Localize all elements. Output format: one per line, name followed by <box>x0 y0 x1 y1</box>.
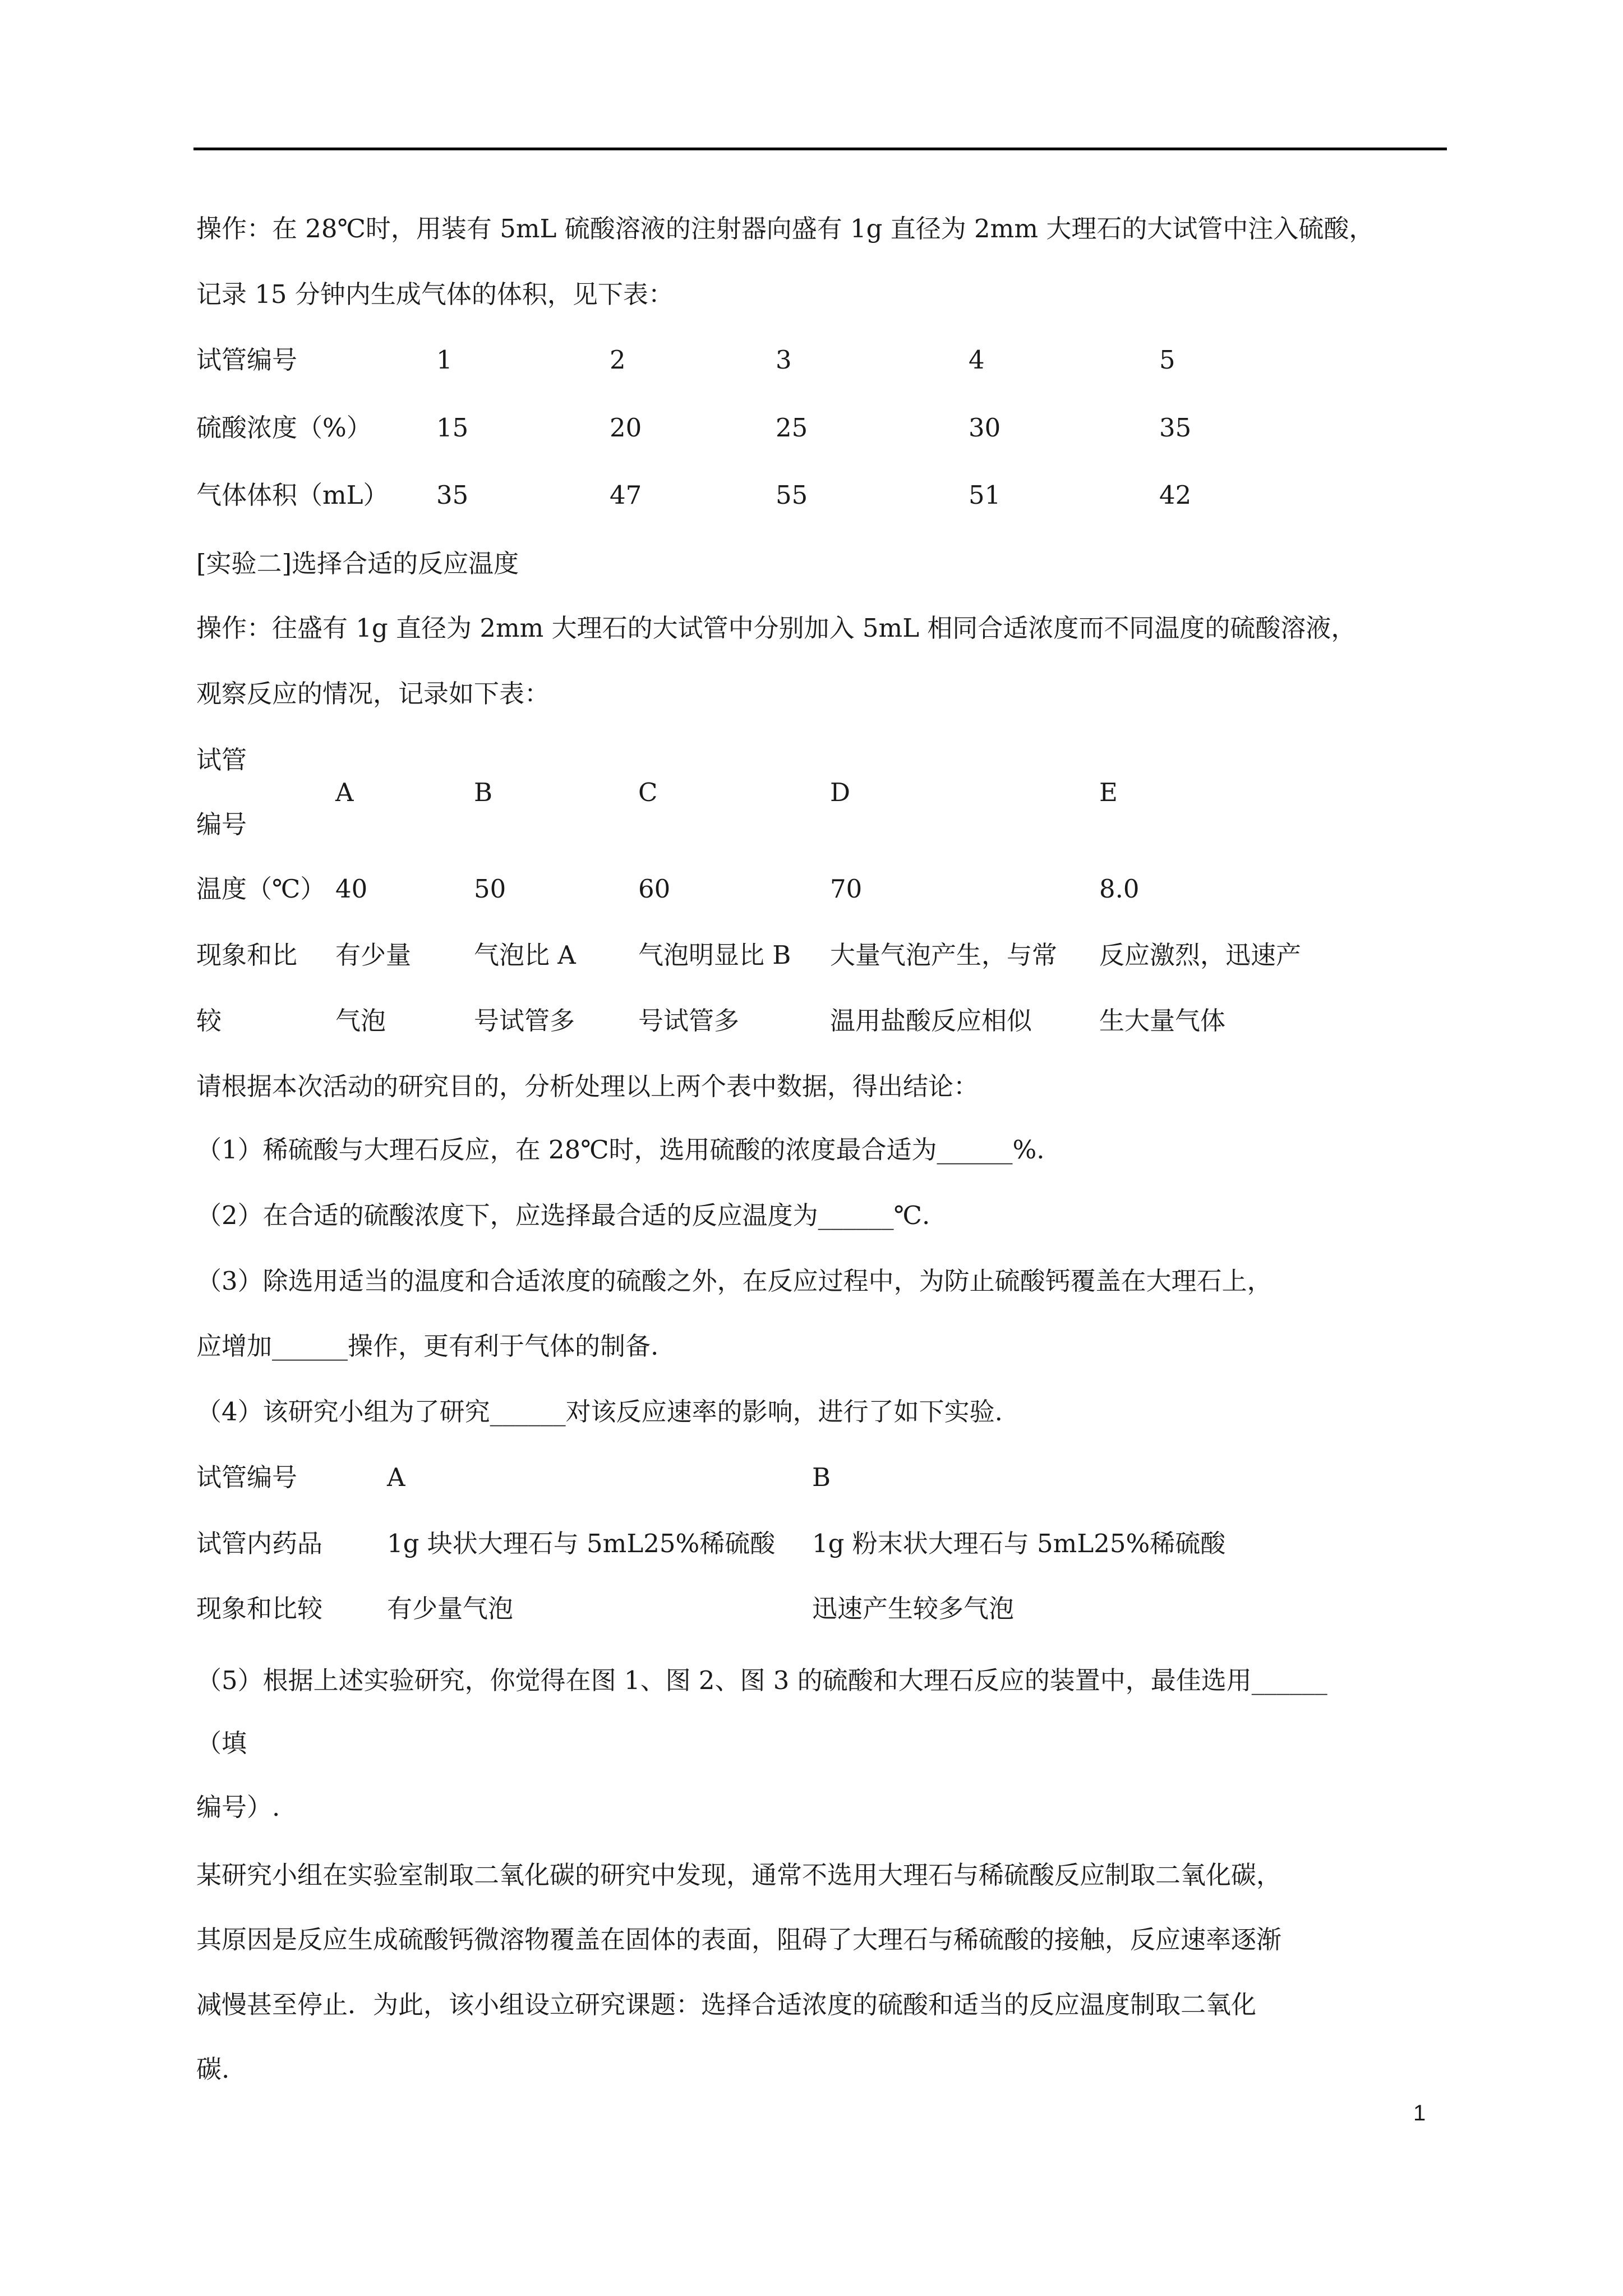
table-cell: 3 <box>776 345 792 375</box>
experiment-2-op-line-1: 操作：往盛有 1g 直径为 2mm 大理石的大试管中分别加入 5mL 相同合适浓度而不同温度的硫酸溶液， <box>196 613 1357 643</box>
experiment-2-title: [实验二]选择合适的反应温度 <box>196 549 519 578</box>
table-cell: 现象和比 <box>196 940 298 970</box>
background-line-2: 其原因是反应生成硫酸钙微溶物覆盖在固体的表面，阻碍了大理石与稀硫酸的接触，反应速率逐渐 <box>196 1925 1282 1954</box>
table-cell: 42 <box>1159 480 1192 510</box>
table-cell: 40 <box>335 874 368 904</box>
table-cell: 试管编号 <box>196 1462 298 1492</box>
table-cell: 试管内药品 <box>196 1529 323 1558</box>
table-cell: C <box>638 777 658 807</box>
question-4: （4）该研究小组为了研究______对该反应速率的影响，进行了如下实验. <box>196 1397 1003 1427</box>
table-cell: 有少量气泡 <box>387 1594 514 1623</box>
table-cell: A <box>387 1462 405 1492</box>
table-cell: E <box>1099 777 1118 807</box>
question-5-line-3: 编号）. <box>196 1792 280 1822</box>
table-cell: A <box>335 777 354 807</box>
table-cell: 试管编号 <box>196 345 298 375</box>
table-cell: 现象和比较 <box>196 1594 323 1623</box>
table-cell: 生大量气体 <box>1099 1006 1226 1036</box>
intro-line-1: 操作：在 28℃时，用装有 5mL 硫酸溶液的注射器向盛有 1g 直径为 2mm 大理石的大试管中注入硫酸， <box>196 214 1375 243</box>
table-cell: 1g 块状大理石与 5mL25%稀硫酸 <box>387 1529 776 1558</box>
table-cell: 号试管多 <box>638 1006 740 1036</box>
table-cell: 50 <box>474 874 506 904</box>
table-cell: 较 <box>196 1006 222 1036</box>
table-cell: 气泡比 A <box>474 940 576 970</box>
page-number: 1 <box>1413 2101 1426 2125</box>
table-cell: 大量气泡产生，与常 <box>830 940 1058 970</box>
table-cell: 1g 粉末状大理石与 5mL25%稀硫酸 <box>812 1529 1226 1558</box>
table-cell: 试管 <box>196 745 247 775</box>
table-cell: 47 <box>610 480 642 510</box>
table-cell: B <box>474 777 493 807</box>
table-cell: 60 <box>638 874 671 904</box>
header-rule <box>193 148 1447 150</box>
table-cell: 迅速产生较多气泡 <box>812 1594 1015 1623</box>
question-3-line-2: 应增加______操作，更有利于气体的制备. <box>196 1331 659 1361</box>
table-cell: 气体体积（mL） <box>196 480 389 510</box>
table-cell: 8.0 <box>1099 874 1140 904</box>
table-cell: 35 <box>1159 413 1192 443</box>
table-cell: 25 <box>776 413 808 443</box>
table-cell: 1 <box>436 345 453 375</box>
intro-line-2: 记录 15 分钟内生成气体的体积，见下表： <box>196 279 674 309</box>
table-cell: 55 <box>776 480 808 510</box>
table-cell: 2 <box>610 345 626 375</box>
background-line-4: 碳. <box>196 2054 230 2084</box>
table-cell: 有少量 <box>335 940 412 970</box>
table-cell: 反应激烈，迅速产 <box>1099 940 1302 970</box>
table-cell: 70 <box>830 874 863 904</box>
question-2: （2）在合适的硫酸浓度下，应选择最合适的反应温度为______℃. <box>196 1200 930 1230</box>
question-5-line-2: （填 <box>196 1728 247 1758</box>
table-cell: 硫酸浓度（%） <box>196 413 372 443</box>
table-cell: 气泡 <box>335 1006 386 1036</box>
table-cell: 15 <box>436 413 469 443</box>
experiment-2-op-line-2: 观察反应的情况，记录如下表： <box>196 679 550 708</box>
table-cell: 温用盐酸反应相似 <box>830 1006 1032 1036</box>
table-cell: 30 <box>969 413 1001 443</box>
background-line-3: 减慢甚至停止．为此，该小组设立研究课题：选择合适浓度的硫酸和适当的反应温度制取二氧化 <box>196 1990 1257 2019</box>
table-cell: 5 <box>1159 345 1175 375</box>
table-cell: 35 <box>436 480 469 510</box>
table-cell: 51 <box>969 480 1001 510</box>
table-cell: 4 <box>969 345 985 375</box>
question-3-line-1: （3）除选用适当的温度和合适浓度的硫酸之外，在反应过程中，为防止硫酸钙覆盖在大理石上， <box>196 1266 1272 1296</box>
question-1: （1）稀硫酸与大理石反应，在 28℃时，选用硫酸的浓度最合适为______%. <box>196 1135 1045 1165</box>
table-cell: 号试管多 <box>474 1006 575 1036</box>
table-cell: 编号 <box>196 809 247 839</box>
table-cell: B <box>812 1462 831 1492</box>
table-cell: 气泡明显比 B <box>638 940 791 970</box>
table-cell: 20 <box>610 413 642 443</box>
background-line-1: 某研究小组在实验室制取二氧化碳的研究中发现，通常不选用大理石与稀硫酸反应制取二氧化碳， <box>196 1860 1282 1890</box>
table-cell: 温度（℃） <box>196 874 326 904</box>
table-cell: D <box>830 777 851 807</box>
question-5-line-1: （5）根据上述实验研究，你觉得在图 1、图 2、图 3 的硫酸和大理石反应的装置中，最佳选用______ <box>196 1665 1327 1695</box>
questions-lead: 请根据本次活动的研究目的，分析处理以上两个表中数据，得出结论： <box>196 1071 979 1101</box>
